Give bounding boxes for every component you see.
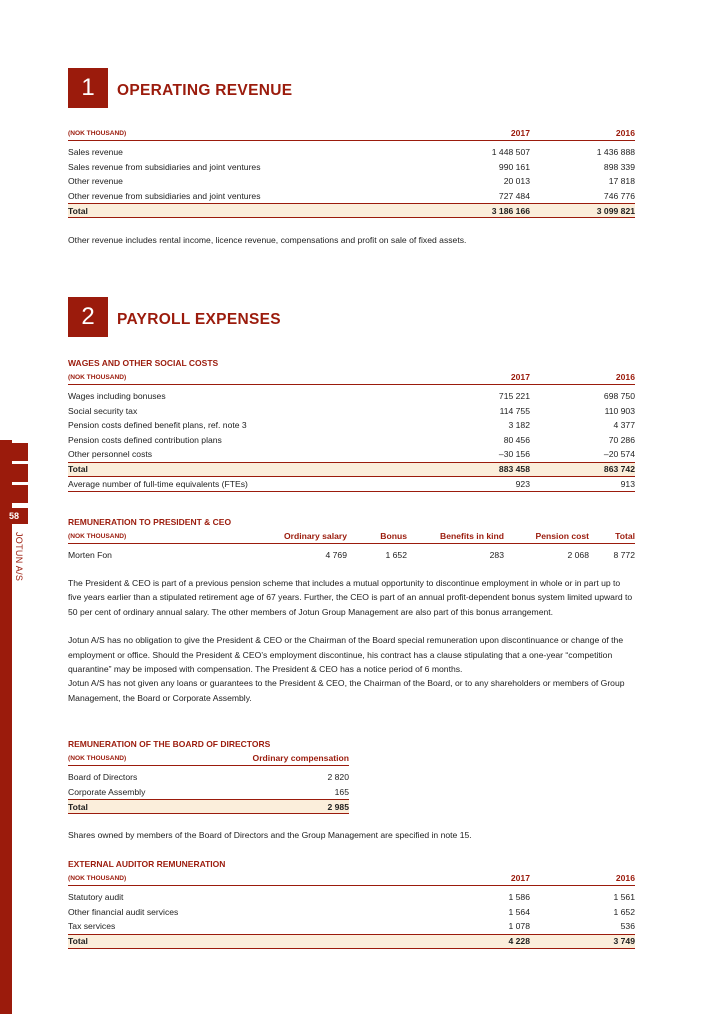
value-2016: 1 436 888 <box>596 147 635 158</box>
header-unit: (NOK THOUSAND) <box>68 751 229 766</box>
row-label: Pension costs defined contribution plans <box>68 434 222 445</box>
ceo-paragraphs <box>68 576 635 705</box>
note-2-number: 2 <box>68 297 108 337</box>
value-2017: 1 586 <box>508 892 530 903</box>
fte-row <box>68 476 635 492</box>
auditor-table <box>68 871 635 949</box>
value-2016: 17 818 <box>608 176 635 187</box>
table-row <box>68 145 635 160</box>
value-2017: 923 <box>420 476 530 492</box>
row-label: Other revenue <box>68 176 123 187</box>
value-pension: 2 068 <box>567 550 589 561</box>
total-label: Total <box>68 800 229 814</box>
table-row <box>68 389 635 404</box>
company-label-box <box>12 532 26 592</box>
value-2017: 114 755 <box>499 405 530 416</box>
header-unit: (NOK THOUSAND) <box>68 370 420 385</box>
row-label: Social security tax <box>68 405 138 416</box>
header-bonus: Bonus <box>347 529 407 544</box>
value-2016: 913 <box>530 476 635 492</box>
note-2-title: PAYROLL EXPENSES <box>117 311 281 328</box>
total-label: Total <box>68 462 420 476</box>
value-2017: 1 078 <box>508 921 530 932</box>
wages-section-title: WAGES AND OTHER SOCIAL COSTS <box>68 358 219 368</box>
total-row <box>68 800 349 814</box>
row-label: Other revenue from subsidiaries and joint ventures <box>68 190 261 201</box>
total-row <box>68 204 635 218</box>
row-label: Other financial audit services <box>68 906 179 917</box>
header-2016: 2016 <box>530 370 635 385</box>
value-2016: 70 286 <box>608 434 635 445</box>
value-2016: 898 339 <box>603 161 635 172</box>
total-row <box>68 462 635 476</box>
shares-note: Shares owned by members of the Board of Directors and the Group Management are specified in note 15. <box>68 830 472 840</box>
row-label: Wages including bonuses <box>68 391 166 402</box>
header-ordinary-salary: Ordinary salary <box>262 529 347 544</box>
value-2017: 715 221 <box>498 391 530 402</box>
header-2017: 2017 <box>420 871 530 886</box>
sidebar-bar <box>0 440 12 1014</box>
value-2017: 727 484 <box>498 190 530 201</box>
header-2016: 2016 <box>530 126 635 141</box>
row-label: Board of Directors <box>68 772 138 783</box>
total-2016: 3 749 <box>530 934 635 948</box>
table-row <box>68 785 349 800</box>
value-2017: 80 456 <box>503 434 530 445</box>
sidebar-tabs <box>0 443 28 506</box>
total-2017: 883 458 <box>420 462 530 476</box>
table-row <box>68 548 635 563</box>
value-2017: 3 182 <box>508 420 530 431</box>
table-row <box>68 890 635 905</box>
revenue-note: Other revenue includes rental income, licence revenue, compensations and profit on sale of fixed assets. <box>68 235 467 245</box>
obligation-paragraph: Jotun A/S has no obligation to give the President & CEO or the Chairman of the Board special remuneration upon discontinuance or change of the employment or office. Should the President & CEO’s employment discontinue, his contract has a clause stipulating that a one-year “competition quarantine” may be imposed with compensation. The President & CEO has a notice period of 6 months. <box>68 635 624 675</box>
header-benefits: Benefits in kind <box>407 529 504 544</box>
table-row <box>68 433 635 448</box>
header-2016: 2016 <box>530 871 635 886</box>
total-2017: 4 228 <box>420 934 530 948</box>
row-label: Sales revenue from subsidiaries and joint ventures <box>68 161 261 172</box>
table-row <box>68 905 635 920</box>
header-unit: (NOK THOUSAND) <box>68 529 262 544</box>
value-bonus: 1 652 <box>385 550 407 561</box>
header-unit: (NOK THOUSAND) <box>68 126 420 141</box>
header-ordinary-compensation: Ordinary compensation <box>229 751 349 766</box>
value-2016: 698 750 <box>603 391 635 402</box>
header-unit: (NOK THOUSAND) <box>68 871 420 886</box>
total-row <box>68 934 635 948</box>
value-2017: –30 156 <box>498 449 530 460</box>
value-total: 8 772 <box>613 550 635 561</box>
total-2016: 3 099 821 <box>530 204 635 218</box>
total-label: Total <box>68 204 420 218</box>
note-1-title: OPERATING REVENUE <box>117 82 293 99</box>
value-2016: 1 561 <box>613 892 635 903</box>
header-2017: 2017 <box>420 370 530 385</box>
value-compensation: 165 <box>334 786 349 797</box>
ceo-table <box>68 529 635 563</box>
value-2016: 536 <box>620 921 635 932</box>
header-pension: Pension cost <box>504 529 589 544</box>
table-row <box>68 919 635 934</box>
wages-table <box>68 370 635 492</box>
table-row <box>68 189 635 204</box>
row-label: Statutory audit <box>68 892 124 903</box>
table-row <box>68 174 635 189</box>
row-label: Morten Fon <box>68 550 112 561</box>
total-2016: 863 742 <box>530 462 635 476</box>
value-2016: 1 652 <box>613 906 635 917</box>
value-2017: 20 013 <box>503 176 530 187</box>
value-2016: 746 776 <box>603 190 635 201</box>
ceo-section-title: REMUNERATION TO PRESIDENT & CEO <box>68 517 232 527</box>
total-compensation: 2 985 <box>229 800 349 814</box>
table-row <box>68 770 349 785</box>
value-2016: 110 903 <box>604 405 635 416</box>
note-1-number: 1 <box>68 68 108 108</box>
value-2017: 1 564 <box>508 906 530 917</box>
header-2017: 2017 <box>420 126 530 141</box>
loans-paragraph: Jotun A/S has not given any loans or guarantees to the President & CEO, the Chairman of the Board, or to any shareholders or members of Group Management, the Board or Corporate Assembly. <box>68 678 625 703</box>
table-row <box>68 160 635 175</box>
header-total: Total <box>589 529 635 544</box>
auditor-section-title: EXTERNAL AUDITOR REMUNERATION <box>68 859 226 869</box>
value-ordinary-salary: 4 769 <box>325 550 347 561</box>
value-compensation: 2 820 <box>327 772 349 783</box>
value-2017: 990 161 <box>498 161 530 172</box>
value-benefits: 283 <box>489 550 504 561</box>
board-section-title: REMUNERATION OF THE BOARD OF DIRECTORS <box>68 739 271 749</box>
row-label: Corporate Assembly <box>68 786 146 797</box>
table-row <box>68 447 635 462</box>
row-label: Average number of full-time equivalents (FTEs) <box>68 476 420 492</box>
table-row <box>68 404 635 419</box>
value-2017: 1 448 507 <box>491 147 530 158</box>
table-row <box>68 418 635 433</box>
board-table <box>68 751 349 814</box>
page-number: 58 <box>0 508 28 524</box>
operating-revenue-table <box>68 126 635 218</box>
company-label: JOTUN A/S <box>14 532 24 582</box>
row-label: Tax services <box>68 921 116 932</box>
total-2017: 3 186 166 <box>420 204 530 218</box>
value-2016: 4 377 <box>613 420 635 431</box>
pension-paragraph: The President & CEO is part of a previous pension scheme that includes a mutual opportunity to discontinue employment in whole or in part up to five years earlier than a stipulated retirement age of 67 years. Further, the CEO is part of an annual profit-dependent bonus system limited upward to 50 per cent of ordinary annual salary. The other members of Jotun Group Management are also part of this bonus arrangement. <box>68 578 633 617</box>
value-2016: –20 574 <box>603 449 635 460</box>
total-label: Total <box>68 934 420 948</box>
row-label: Pension costs defined benefit plans, ref. note 3 <box>68 420 247 431</box>
row-label: Sales revenue <box>68 147 123 158</box>
row-label: Other personnel costs <box>68 449 153 460</box>
